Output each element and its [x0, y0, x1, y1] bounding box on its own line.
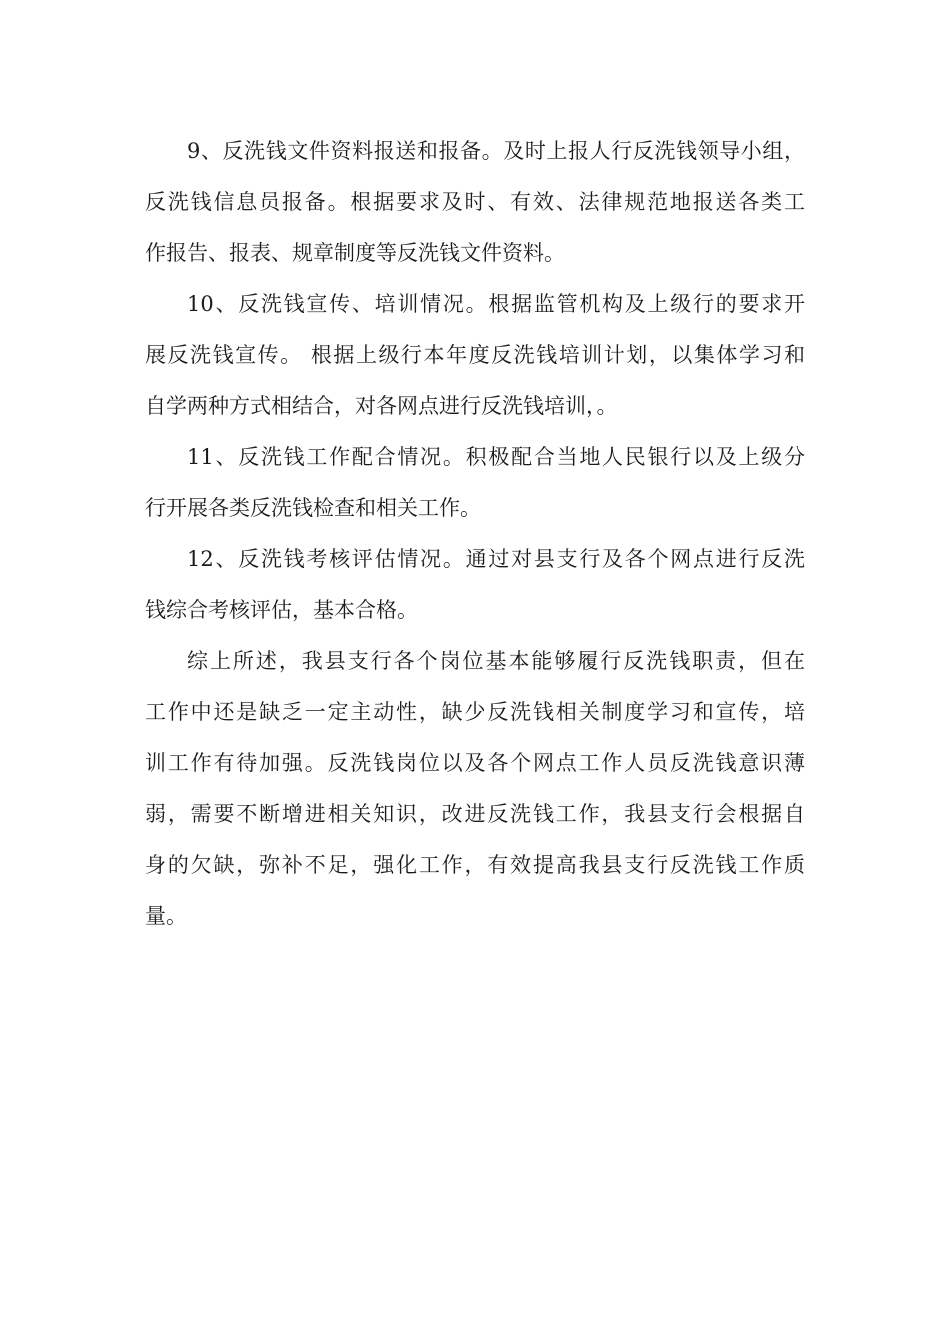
paragraph-line: 弱，需要不断增进相关知识，改进反洗钱工作，我县支行会根据自 [145, 802, 805, 826]
paragraph-item-11 [145, 432, 805, 534]
paragraph-line: 展反洗钱宣传。 根据上级行本年度反洗钱培训计划，以集体学习和 [145, 343, 805, 367]
paragraph-item-9 [145, 126, 805, 279]
paragraph-line: 训工作有待加强。反洗钱岗位以及各个网点工作人员反洗钱意识薄 [145, 751, 805, 775]
paragraph-line: 身的欠缺，弥补不足，强化工作，有效提高我县支行反洗钱工作质 [145, 853, 805, 877]
paragraph-item-10 [145, 279, 805, 432]
paragraph-line: 行开展各类反洗钱检查和相关工作。 [145, 496, 481, 520]
paragraph-line: 11、反洗钱工作配合情况。积极配合当地人民银行以及上级分 [187, 445, 805, 469]
paragraph-line: 10、反洗钱宣传、培训情况。根据监管机构及上级行的要求开 [187, 292, 805, 316]
paragraph-summary [145, 636, 805, 942]
paragraph-line: 工作中还是缺乏一定主动性，缺少反洗钱相关制度学习和宣传，培 [145, 700, 805, 724]
paragraph-line: 自学两种方式相结合，对各网点进行反洗钱培训，。 [145, 394, 618, 418]
paragraph-line: 量。 [145, 904, 187, 928]
paragraph-line: 钱综合考核评估，基本合格。 [145, 598, 418, 622]
paragraph-line: 9、反洗钱文件资料报送和报备。及时上报人行反洗钱领导小组， [187, 139, 805, 163]
paragraph-line: 12、反洗钱考核评估情况。通过对县支行及各个网点进行反洗 [187, 547, 805, 571]
paragraph-item-12 [145, 534, 805, 636]
paragraph-line: 综上所述，我县支行各个岗位基本能够履行反洗钱职责，但在 [187, 649, 805, 673]
document-body [145, 126, 805, 942]
paragraph-line: 反洗钱信息员报备。根据要求及时、有效、法律规范地报送各类工 [145, 190, 805, 214]
paragraph-line: 作报告、报表、规章制度等反洗钱文件资料。 [145, 241, 565, 265]
